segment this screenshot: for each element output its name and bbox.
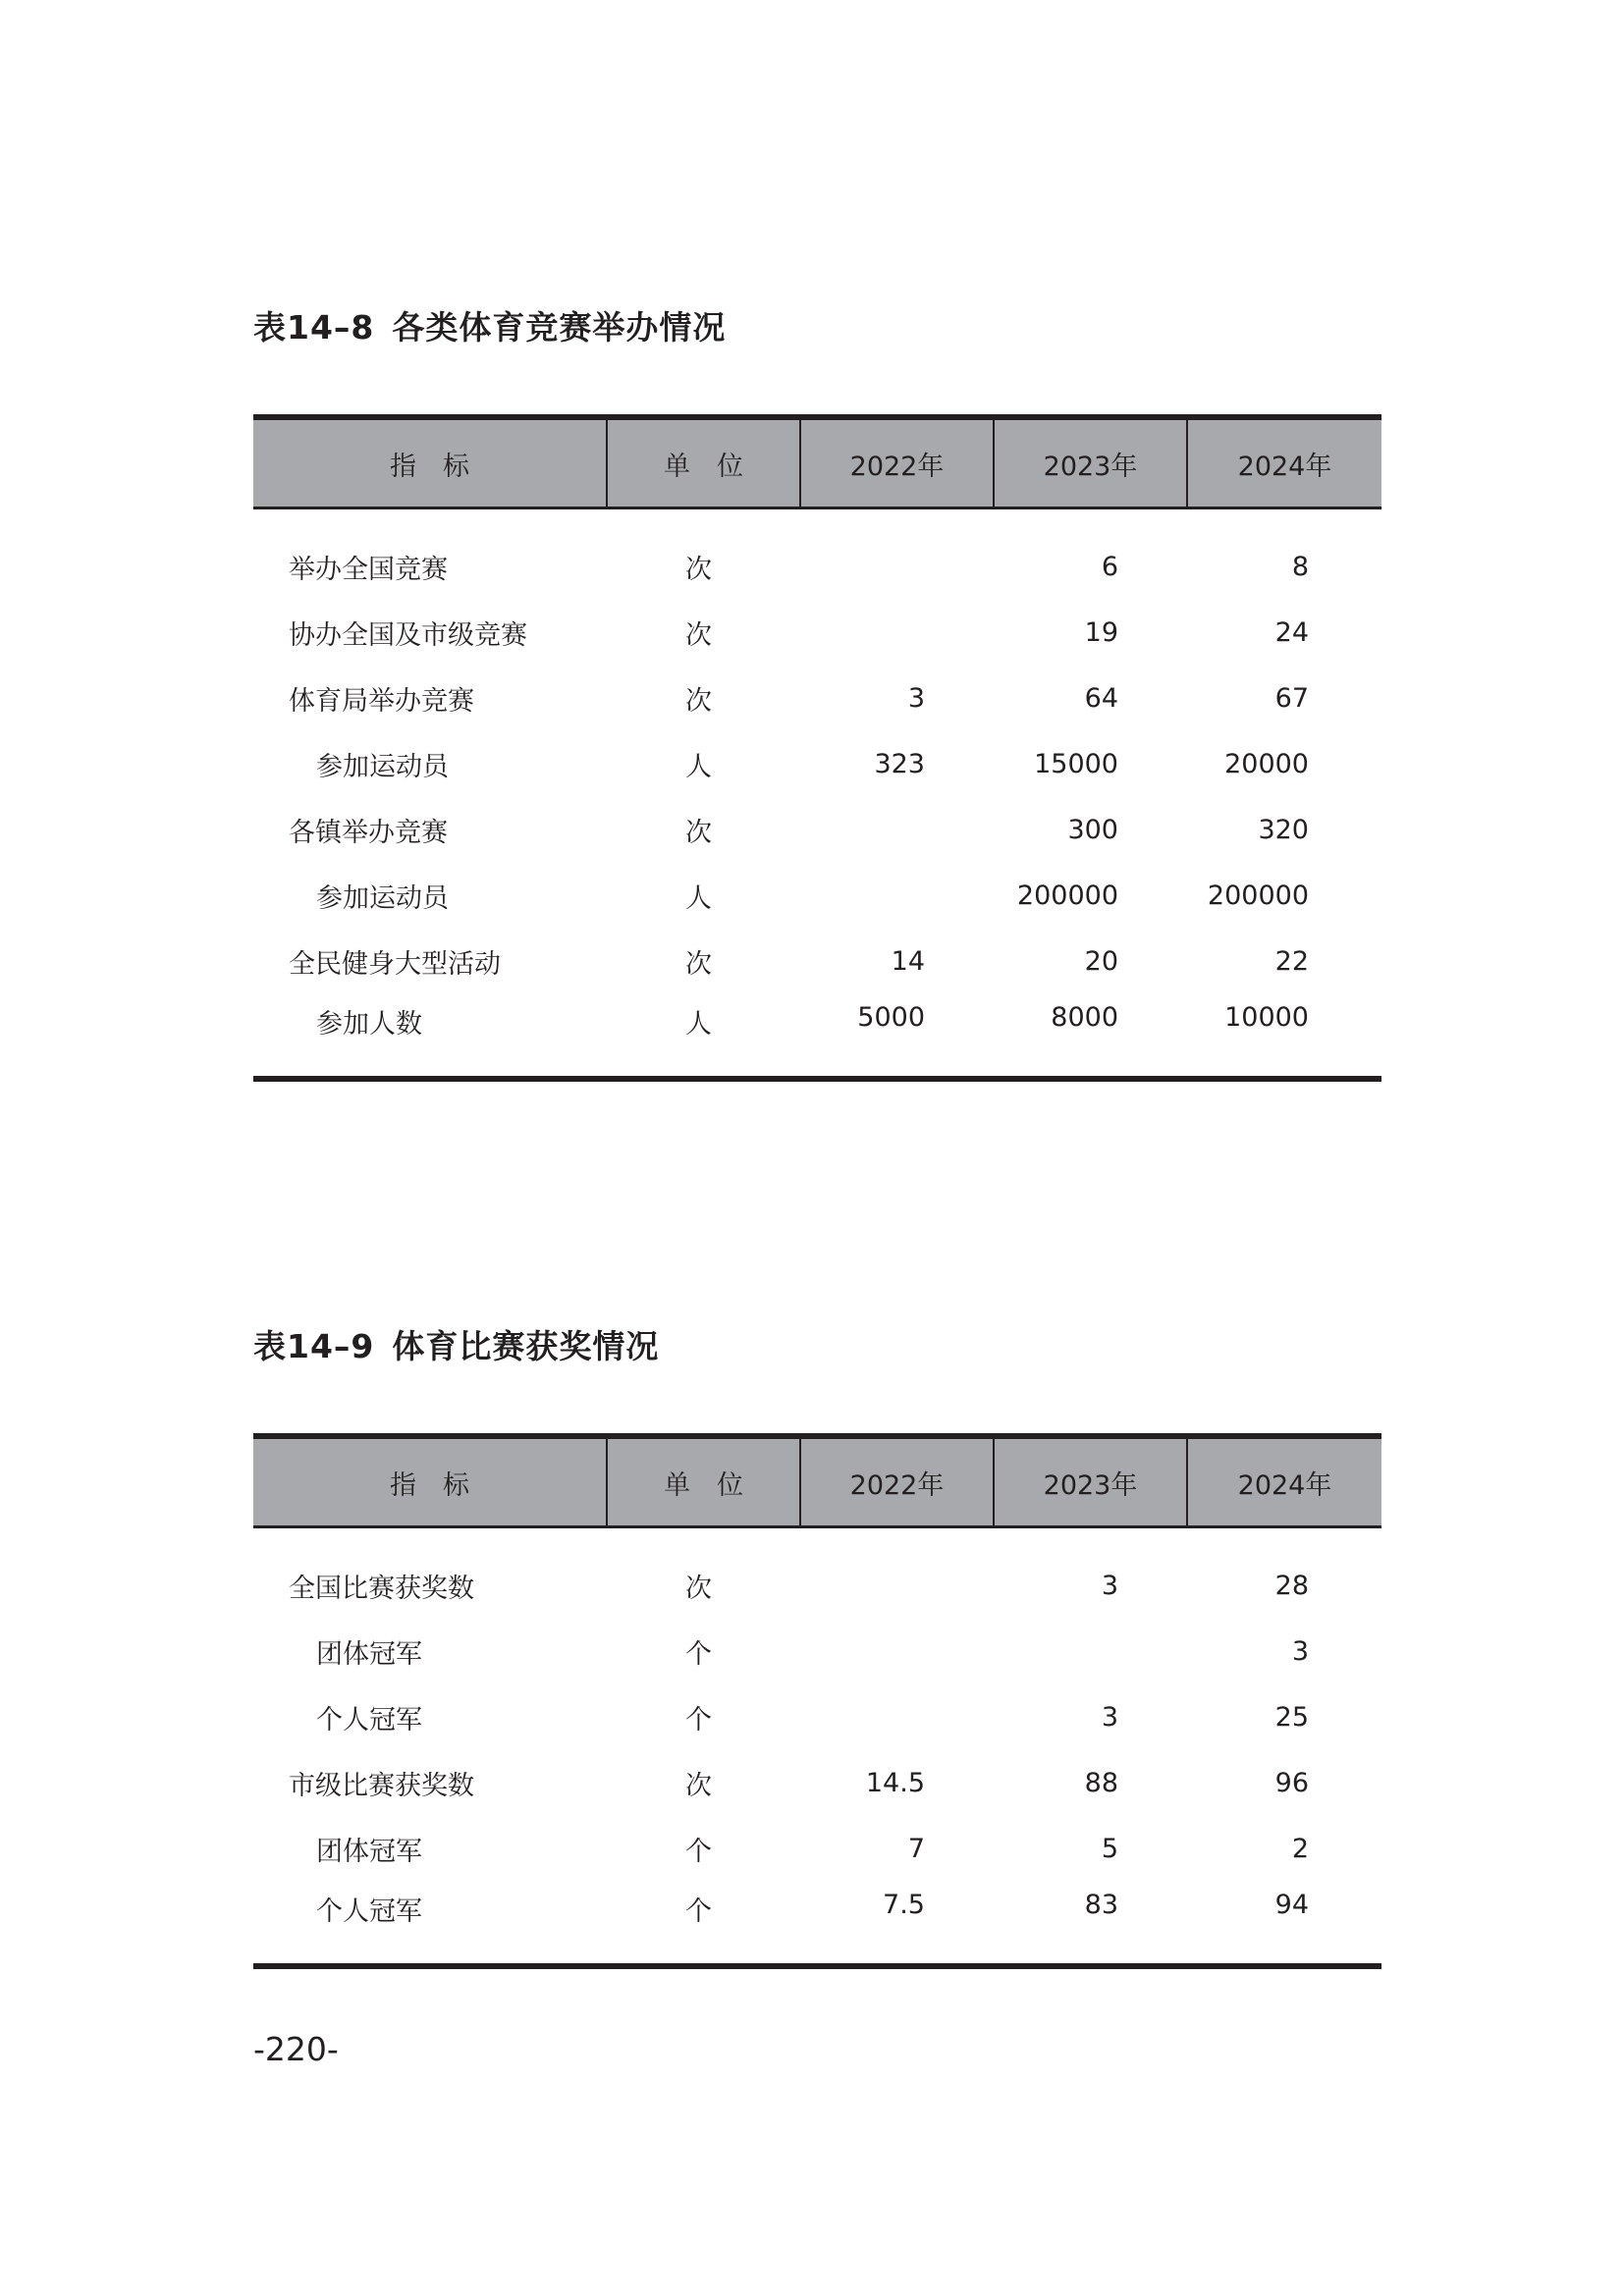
row-value-2023 <box>994 1619 1187 1684</box>
row-unit-text: 次 <box>685 620 712 651</box>
row-unit <box>607 1816 800 1882</box>
header-2023: 2023年 <box>994 417 1187 508</box>
row-indicator: 团体冠军 <box>316 1837 422 1867</box>
row-unit <box>607 1684 800 1750</box>
row-unit <box>607 731 800 797</box>
table-row <box>253 534 1381 600</box>
row-value-2024: 67 <box>1274 683 1309 714</box>
row-value-2022 <box>800 600 994 666</box>
row-unit-text: 个 <box>685 1837 712 1867</box>
row-value-2023: 200000 <box>1016 881 1118 911</box>
table-caption: 体育比赛获奖情况 <box>392 1327 660 1365</box>
stats-table <box>253 1433 1381 1969</box>
row-indicator: 全国比赛获奖数 <box>289 1574 474 1604</box>
row-value-2024: 94 <box>1187 1882 1381 1966</box>
header-row <box>253 1436 1381 1527</box>
row-value-2024: 20000 <box>1224 749 1309 779</box>
row-unit <box>607 1553 800 1619</box>
table-row <box>253 1882 1381 1966</box>
row-value-2023: 19 <box>1084 617 1118 648</box>
header-2022: 2022年 <box>800 417 994 508</box>
row-value-2023: 6 <box>1101 552 1118 582</box>
row-value-2023: 3 <box>1101 1702 1118 1733</box>
spacer-row <box>253 508 1381 535</box>
row-value-2022: 323 <box>874 749 925 779</box>
row-value-2024: 320 <box>1258 815 1309 845</box>
table-row <box>253 1619 1381 1684</box>
row-value-2024: 25 <box>1274 1702 1309 1733</box>
row-value-2023: 15000 <box>1034 749 1118 779</box>
table-row <box>253 797 1381 863</box>
row-value-2024: 10000 <box>1187 994 1381 1079</box>
row-value-2023: 20 <box>1084 946 1118 977</box>
header-indicator: 指 标 <box>253 417 607 508</box>
row-indicator: 个人冠军 <box>316 1705 422 1735</box>
spacer-cell <box>253 1527 1381 1554</box>
spacer-cell <box>253 508 1381 535</box>
row-unit-text: 人 <box>685 883 712 914</box>
row-unit-text: 个 <box>685 1896 712 1927</box>
row-unit-text: 个 <box>685 1639 712 1670</box>
table-row <box>253 1816 1381 1882</box>
row-value-2022 <box>800 1684 994 1750</box>
header-2022: 2022年 <box>800 1436 994 1527</box>
header-2024: 2024年 <box>1187 417 1381 508</box>
row-value-2023: 5 <box>1101 1834 1118 1864</box>
row-value-2022: 7.5 <box>800 1882 994 1966</box>
row-value-2023: 88 <box>1084 1768 1118 1798</box>
row-unit-text: 次 <box>685 818 712 848</box>
row-unit-text: 次 <box>685 949 712 980</box>
row-value-2022: 5000 <box>800 994 994 1079</box>
row-value-2022 <box>800 1619 994 1684</box>
row-value-2022 <box>800 797 994 863</box>
header-2024: 2024年 <box>1187 1436 1381 1527</box>
row-value-2024: 22 <box>1274 946 1309 977</box>
row-value-2023: 3 <box>1101 1571 1118 1601</box>
header-unit: 单 位 <box>607 417 800 508</box>
row-value-2024: 28 <box>1274 1571 1309 1601</box>
row-indicator: 参加人数 <box>253 994 607 1079</box>
row-value-2024: 2 <box>1291 1834 1309 1864</box>
row-unit-text: 次 <box>685 686 712 717</box>
row-unit <box>607 1882 800 1966</box>
row-unit <box>607 534 800 600</box>
row-indicator: 举办全国竞赛 <box>289 555 448 585</box>
row-indicator: 体育局举办竞赛 <box>289 686 474 717</box>
row-indicator: 个人冠军 <box>253 1882 607 1966</box>
header-2023: 2023年 <box>994 1436 1187 1527</box>
row-value-2024: 3 <box>1291 1636 1309 1667</box>
row-indicator: 协办全国及市级竞赛 <box>289 620 527 651</box>
row-unit <box>607 600 800 666</box>
row-unit-text: 次 <box>685 555 712 585</box>
table-title <box>253 1321 659 1367</box>
row-indicator: 参加运动员 <box>316 752 449 782</box>
row-unit-text: 次 <box>685 1771 712 1801</box>
table-row <box>253 1750 1381 1816</box>
stats-table <box>253 414 1381 1082</box>
table-row <box>253 1684 1381 1750</box>
row-value-2022 <box>800 534 994 600</box>
row-value-2022: 14 <box>891 946 925 977</box>
row-value-2023: 83 <box>994 1882 1187 1966</box>
table-row <box>253 666 1381 731</box>
row-value-2022 <box>800 863 994 929</box>
header-unit: 单 位 <box>607 1436 800 1527</box>
row-unit <box>607 797 800 863</box>
table-caption: 各类体育竞赛举办情况 <box>392 308 727 347</box>
header-indicator: 指 标 <box>253 1436 607 1527</box>
row-unit <box>607 1619 800 1684</box>
row-value-2023: 300 <box>1067 815 1118 845</box>
row-unit-text: 个 <box>685 1705 712 1735</box>
row-indicator: 参加运动员 <box>316 883 449 914</box>
row-unit <box>607 994 800 1079</box>
row-value-2024: 96 <box>1274 1768 1309 1798</box>
table-number: 表14–9 <box>253 1327 375 1365</box>
table-title <box>253 302 726 348</box>
row-indicator: 各镇举办竞赛 <box>289 818 448 848</box>
row-value-2022 <box>800 1553 994 1619</box>
table-row <box>253 1553 1381 1619</box>
spacer-row <box>253 1527 1381 1554</box>
table-row <box>253 863 1381 929</box>
row-indicator: 团体冠军 <box>316 1639 422 1670</box>
row-unit <box>607 929 800 994</box>
row-unit <box>607 666 800 731</box>
table-row <box>253 929 1381 994</box>
row-value-2024: 200000 <box>1207 881 1309 911</box>
row-unit <box>607 863 800 929</box>
row-value-2024: 24 <box>1274 617 1309 648</box>
row-value-2022: 14.5 <box>865 1768 925 1798</box>
table-number: 表14–8 <box>253 308 375 347</box>
row-indicator: 市级比赛获奖数 <box>289 1771 474 1801</box>
row-value-2023: 64 <box>1084 683 1118 714</box>
row-value-2023: 8000 <box>994 994 1187 1079</box>
row-value-2024: 8 <box>1291 552 1309 582</box>
row-unit-text: 人 <box>685 1009 712 1040</box>
row-unit-text: 人 <box>685 752 712 782</box>
row-unit <box>607 1750 800 1816</box>
page-number: -220- <box>253 2030 339 2068</box>
row-value-2022: 7 <box>907 1834 925 1864</box>
row-indicator: 全民健身大型活动 <box>289 949 501 980</box>
table-row <box>253 600 1381 666</box>
row-unit-text: 次 <box>685 1574 712 1604</box>
row-value-2022: 3 <box>907 683 925 714</box>
table-row <box>253 731 1381 797</box>
header-row <box>253 417 1381 508</box>
table-row <box>253 994 1381 1079</box>
